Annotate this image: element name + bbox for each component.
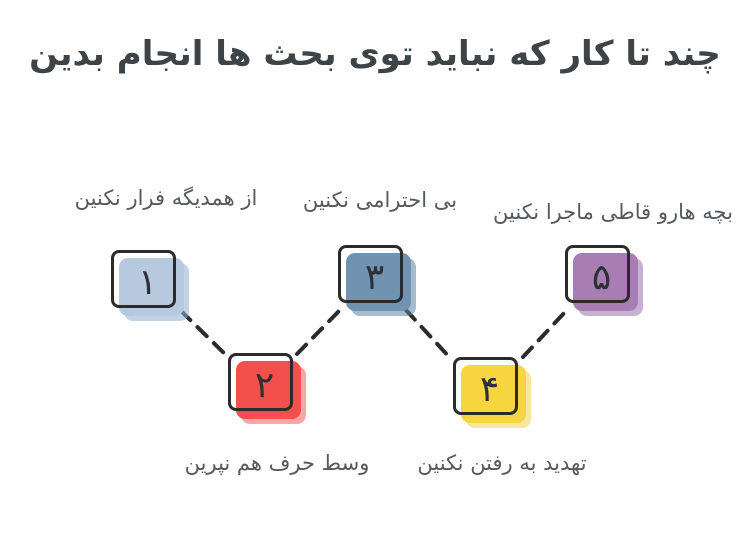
step-label-5: بچه هارو قاطی ماجرا نکنین bbox=[493, 200, 733, 224]
step-number-3: ۳ bbox=[364, 256, 385, 298]
connector-2-3 bbox=[297, 311, 339, 354]
step-number-1: ۱ bbox=[137, 261, 158, 303]
step-label-4: تهدید به رفتن نکنین bbox=[417, 451, 587, 475]
step-box-5 bbox=[565, 245, 630, 303]
step-box-4 bbox=[453, 357, 518, 415]
step-number-5: ۵ bbox=[591, 256, 612, 298]
step-label-2: وسط حرف هم نپرین bbox=[184, 451, 370, 475]
connector-1-2 bbox=[181, 311, 227, 356]
step-box-1 bbox=[111, 250, 176, 308]
step-number-4: ۴ bbox=[479, 368, 500, 410]
step-box-2 bbox=[228, 353, 293, 411]
step-label-1: از همدیگه فرار نکنین bbox=[74, 186, 258, 210]
step-number-2: ۲ bbox=[254, 364, 275, 406]
connector-4-5 bbox=[523, 311, 566, 357]
connector-3-4 bbox=[406, 310, 452, 360]
page-title: چند تا کار که نباید توی بحث ها انجام بدین bbox=[29, 34, 721, 74]
step-label-3: بی احترامی نکنین bbox=[302, 188, 458, 212]
step-box-3 bbox=[338, 245, 403, 303]
